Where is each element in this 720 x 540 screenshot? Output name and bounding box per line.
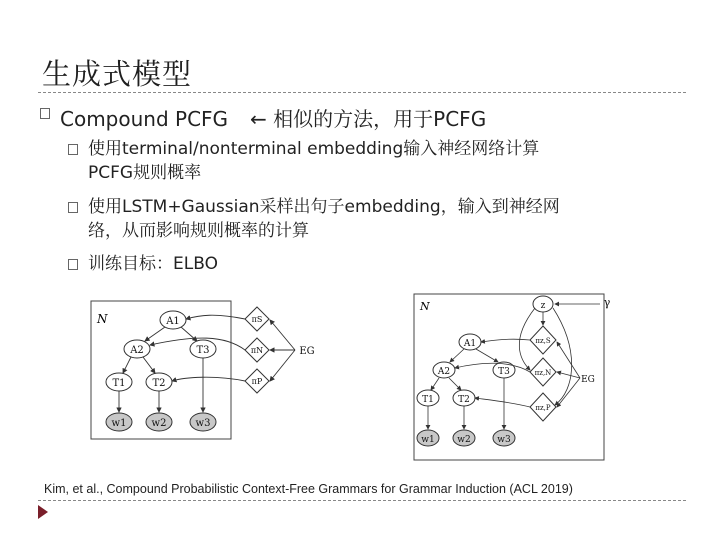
node-a1-label: A1	[463, 339, 477, 349]
bullet-arrow-note: ← 相似的方法，用于PCFG	[250, 107, 487, 131]
checkbox-bullet-icon	[68, 202, 78, 216]
sub-bullet-line: 训练目标：ELBO	[88, 254, 218, 274]
sub-bullet-line: 使用terminal/nonterminal embedding输入神经网络计算	[88, 139, 540, 159]
sub-bullet-3	[88, 252, 218, 276]
sub-bullet-line: PCFG规则概率	[88, 163, 202, 183]
node-a2-label: A2	[437, 367, 451, 377]
param-pi-n-label: πN	[250, 346, 264, 355]
sub-bullet-2	[88, 195, 560, 243]
embed-label: EG	[581, 375, 595, 385]
nav-triangle-icon[interactable]	[38, 505, 48, 519]
param-pi-zn-label: πz,N	[534, 369, 552, 377]
node-a1-label: A1	[166, 316, 180, 327]
node-t2-label: T2	[458, 395, 470, 405]
checkbox-bullet-icon	[40, 108, 50, 122]
node-a2-label: A2	[130, 345, 144, 356]
checkbox-bullet-icon	[68, 144, 78, 158]
node-t3-label: T3	[498, 367, 510, 377]
node-w1-label: w1	[421, 435, 435, 445]
sub-bullet-line: 络，从而影响规则概率的计算	[88, 221, 309, 241]
footer-divider	[38, 500, 686, 501]
node-w3-label: w3	[195, 418, 211, 429]
param-pi-p-label: πP	[251, 377, 263, 386]
node-z-label: z	[540, 301, 546, 311]
sub-bullet-1	[88, 137, 539, 185]
checkbox-bullet-icon	[68, 259, 78, 273]
embed-label: EG	[299, 346, 315, 357]
title-divider	[38, 92, 686, 93]
left-graphical-model-figure	[85, 295, 320, 445]
node-t3-label: T3	[196, 345, 210, 356]
param-pi-zp-label: πz,P	[535, 404, 551, 412]
sub-bullet-line: 使用LSTM+Gaussian采样出句子embedding，输入到神经网	[88, 197, 560, 217]
bullet-text: Compound PCFG	[60, 107, 229, 131]
citation-caption: Kim, et al., Compound Probabilistic Context-Free Grammars for Grammar Induction (ACL 2019)	[44, 482, 573, 496]
plate-label: N	[97, 312, 108, 326]
node-t1-label: T1	[112, 378, 126, 389]
node-w1-label: w1	[111, 418, 127, 429]
node-t1-label: T1	[422, 395, 434, 405]
param-pi-zs-label: πz,S	[535, 337, 551, 345]
node-w3-label: w3	[497, 435, 511, 445]
node-t2-label: T2	[152, 378, 166, 389]
node-w2-label: w2	[151, 418, 167, 429]
bullet-compound-pcfg	[60, 103, 486, 132]
param-pi-s-label: πS	[251, 315, 263, 324]
node-w2-label: w2	[457, 435, 471, 445]
slide-title: 生成式模型	[42, 57, 193, 91]
plate-label: N	[420, 300, 430, 313]
prior-label: γ	[603, 296, 611, 309]
right-graphical-model-figure	[410, 290, 630, 462]
